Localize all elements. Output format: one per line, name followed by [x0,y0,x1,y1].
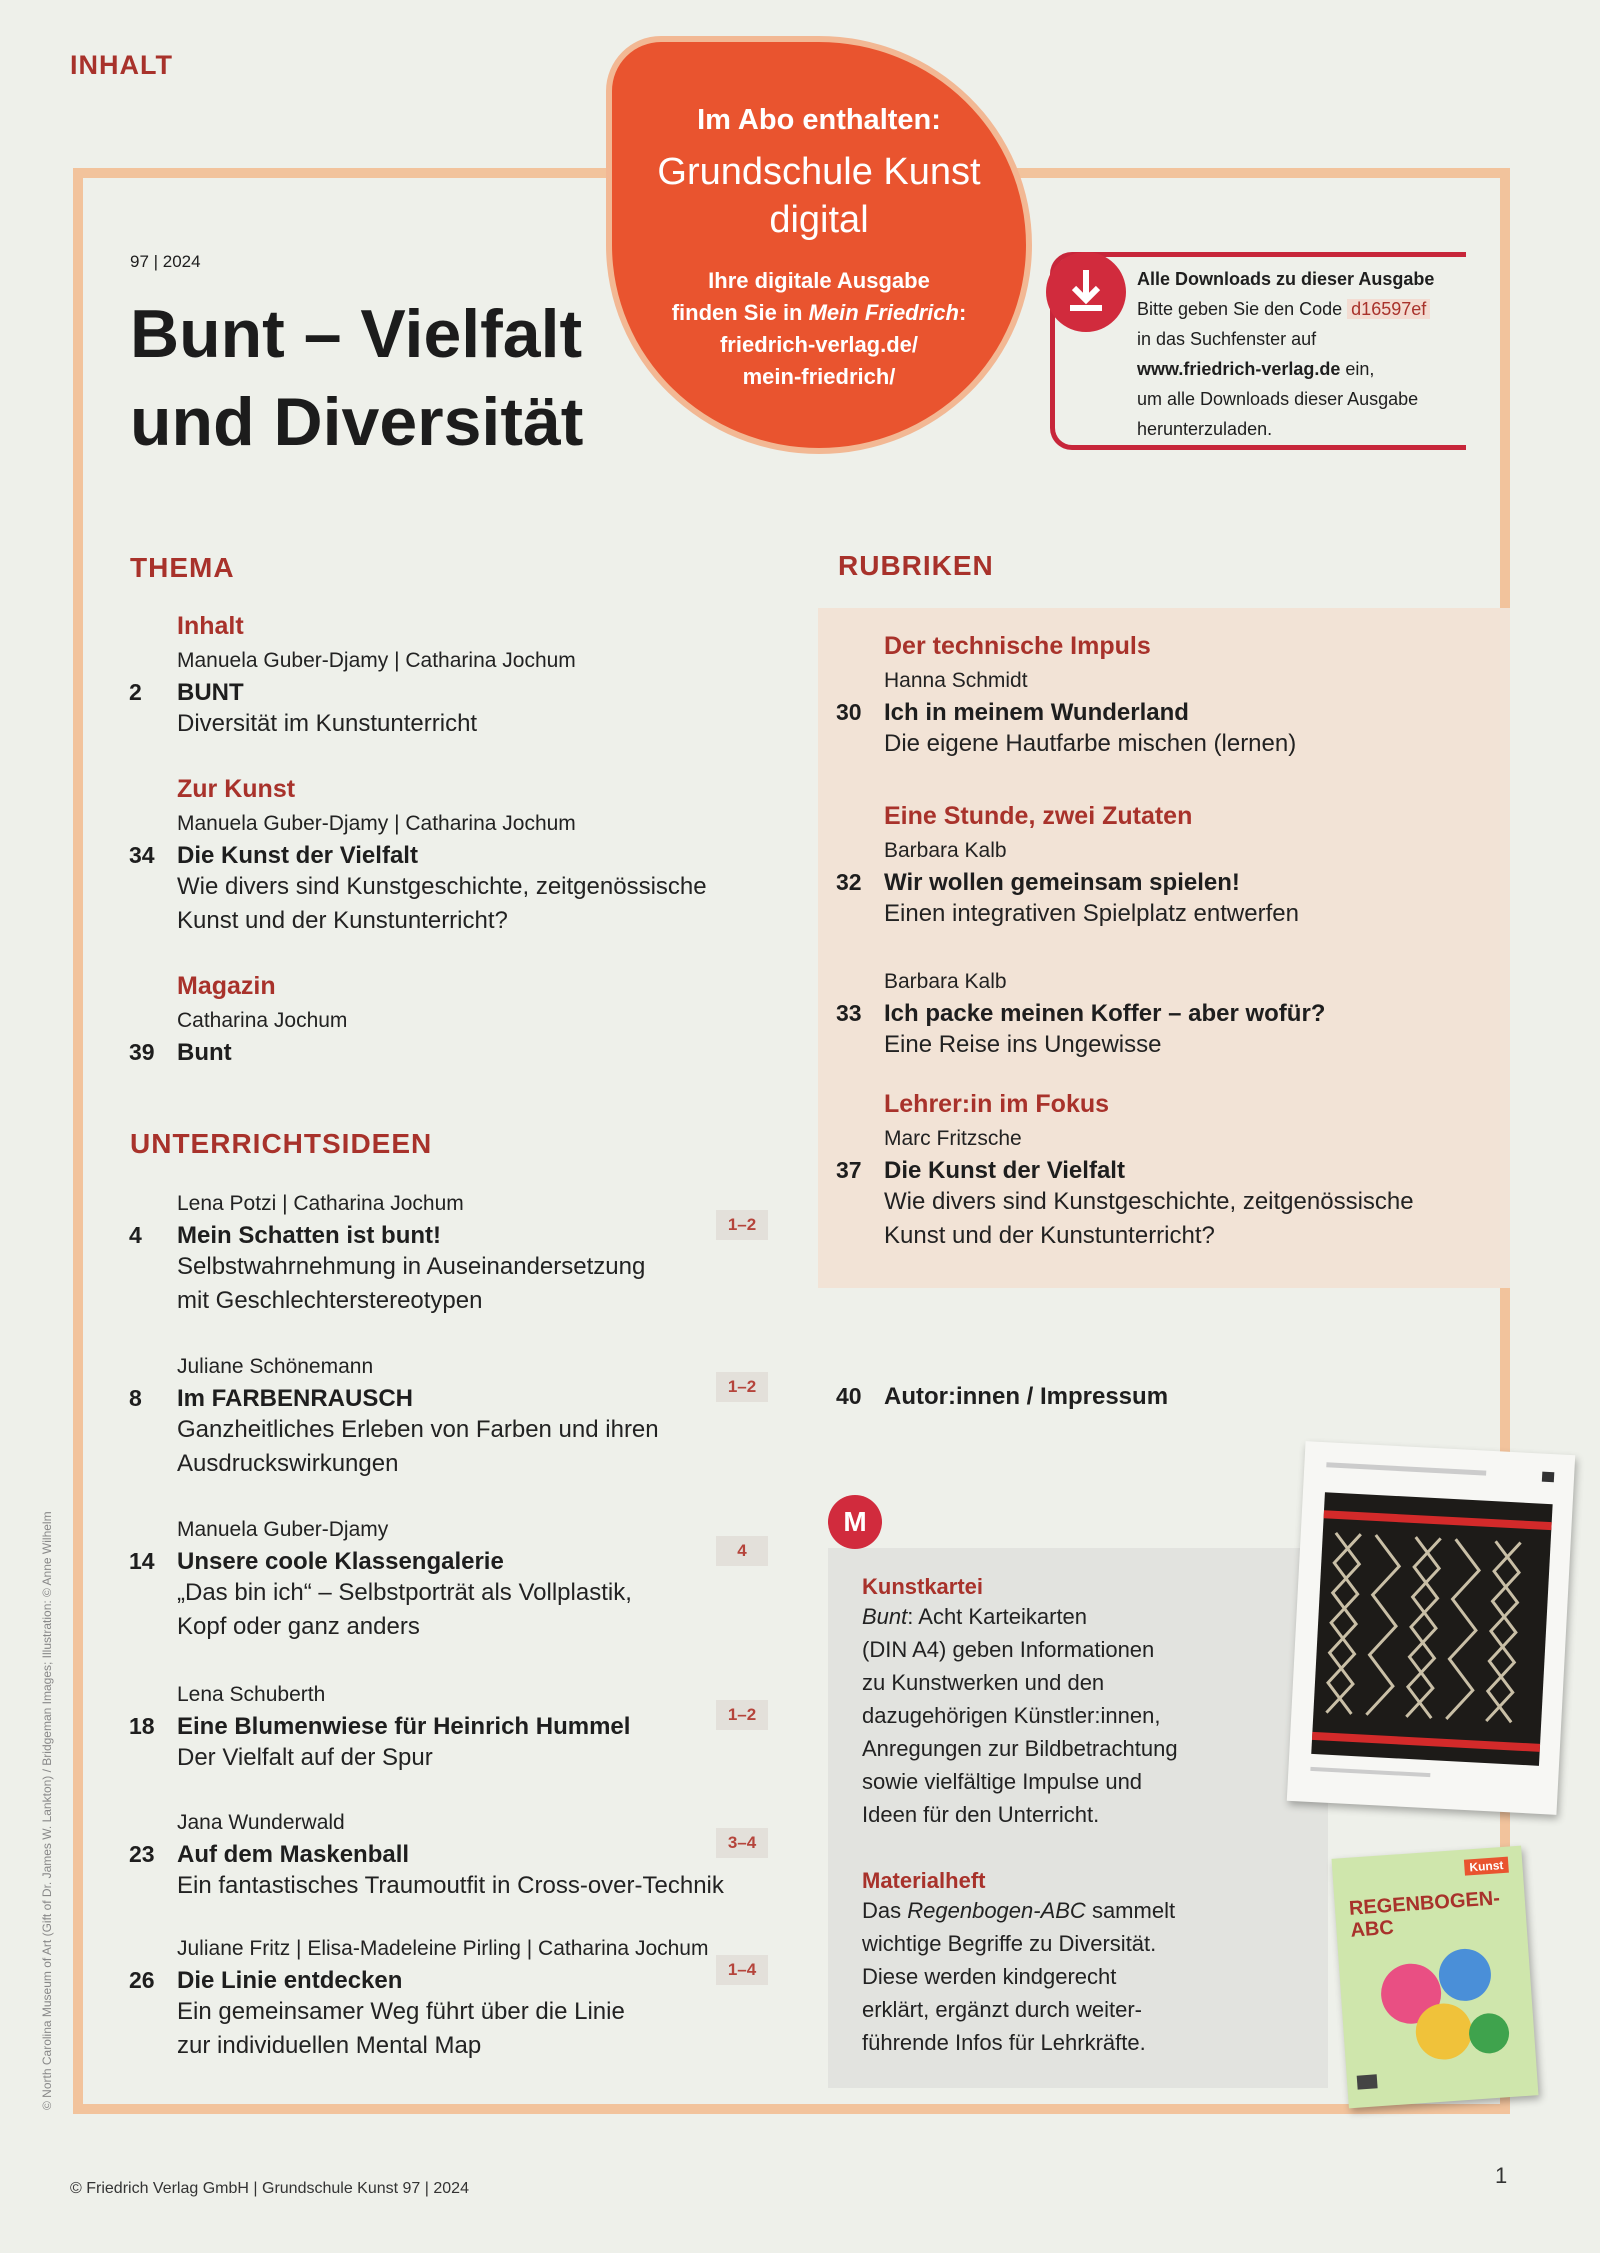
abo-badge[interactable]: Im Abo enthalten: Grundschule Kunst digital Ihre digitale Ausgabe finden Sie in Mein Friedrich: friedrich-verlag.de/ mein-friedrich/ [606,36,1032,454]
grade-badge: 1–2 [716,1700,768,1730]
grade-badge: 1–2 [716,1210,768,1240]
grade-badge: 1–2 [716,1372,768,1402]
download-url[interactable]: www.friedrich-verlag.de [1137,359,1341,379]
materialheft[interactable]: Materialheft Das Regenbogen-ABC sammelt wichtige Begriffe zu Diversität. Diese werden kindgerecht erklärt, ergänzt durch weiter- führende Infos für Lehrkräfte. [862,1868,1176,2055]
rubrik-block[interactable]: Eine Stunde, zwei Zutaten Barbara Kalb 32 Wir wollen gemeinsam spielen! Einen integrativen Spielplatz entwerfen [836,802,1299,927]
kunstkartei[interactable]: Kunstkartei Bunt: Acht Karteikarten (DIN A4) geben Informationen zu Kunstwerken und den dazugehörigen Künstler:innen, Anregungen zur Bildbetrachtung sowie vielfältige Impulse und Ideen für den Unterricht. [862,1574,1178,1827]
download-instructions: Alle Downloads zu dieser Ausgabe Bitte geben Sie den Code d16597ef in das Suchfenster auf www.friedrich-verlag.de ein, um alle Downloads dieser Ausgabe herunterzuladen. [1137,269,1435,439]
lesson-item[interactable]: Lena Schuberth 18 Eine Blumenwiese für Heinrich Hummel Der Vielfalt auf der Spur [129,1683,631,1771]
materialheft-cover-image: Kunst REGENBOGEN- ABC [1332,1846,1539,2109]
grade-badge: 1–4 [716,1955,768,1985]
rubrik-impressum[interactable]: 40 Autor:innen / Impressum [836,1383,1169,1410]
image-credits: © North Carolina Museum of Art (Gift of Dr. James W. Lankton) / Bridgeman Images; Illustration: © Anne Wilhelm [40,1511,54,2110]
section-header: INHALT [70,50,173,80]
issue-title: Bunt – Vielfalt und Diversität [130,296,584,460]
lesson-item[interactable]: Juliane Schönemann 8 Im FARBENRAUSCH Ganzheitliches Erleben von Farben und ihren Ausdruckswirkungen [129,1355,659,1477]
rubrik-block[interactable]: Barbara Kalb 33 Ich packe meinen Koffer – aber wofür? Eine Reise ins Ungewisse [836,970,1326,1058]
thema-heading: THEMA [130,552,235,583]
lesson-item[interactable]: Juliane Fritz | Elisa-Madeleine Pirling | Catharina Jochum 26 Die Linie entdecken Ein gemeinsamer Weg führt über die Linie zur individuellen Mental Map [129,1937,709,2059]
material-badge: M [828,1495,882,1549]
grade-badge: 3–4 [716,1828,768,1858]
kunstkartei-card-image [1287,1441,1575,1815]
footer-copyright: © Friedrich Verlag GmbH | Grundschule Kunst 97 | 2024 [70,2180,469,2197]
unterricht-heading: UNTERRICHTSIDEEN [130,1128,433,1159]
rubriken-heading: RUBRIKEN [838,550,994,581]
lesson-item[interactable]: Lena Potzi | Catharina Jochum 4 Mein Schatten ist bunt! Selbstwahrnehmung in Auseinandersetzung mit Geschlechterstereotypen [129,1192,646,1314]
thema-block[interactable]: Magazin Catharina Jochum 39 Bunt [129,972,348,1066]
grade-badge: 4 [716,1536,768,1566]
download-code[interactable]: d16597ef [1347,299,1430,319]
rubrik-block[interactable]: Lehrer:in im Fokus Marc Fritzsche 37 Die Kunst der Vielfalt Wie divers sind Kunstgeschichte, zeitgenössische Kunst und der Kunstunterricht? [836,1090,1414,1249]
thema-block[interactable]: Inhalt Manuela Guber-Djamy | Catharina Jochum 2 BUNT Diversität im Kunstunterricht [129,612,576,737]
page-number: 1 [1495,2163,1508,2188]
lesson-item[interactable]: Manuela Guber-Djamy 14 Unsere coole Klassengalerie „Das bin ich“ – Selbstporträt als Vollplastik, Kopf oder ganz anders [129,1518,632,1640]
download-icon[interactable] [1046,252,1126,332]
lesson-item[interactable]: Jana Wunderwald 23 Auf dem Maskenball Ein fantastisches Traumoutfit in Cross-over-Technik [129,1811,724,1899]
rubrik-block[interactable]: Der technische Impuls Hanna Schmidt 30 Ich in meinem Wunderland Die eigene Hautfarbe mischen (lernen) [836,632,1297,757]
issue-number: 97 | 2024 [130,252,201,271]
thema-block[interactable]: Zur Kunst Manuela Guber-Djamy | Catharina Jochum 34 Die Kunst der Vielfalt Wie divers sind Kunstgeschichte, zeitgenössische Kunst und der Kunstunterricht? [129,775,707,934]
